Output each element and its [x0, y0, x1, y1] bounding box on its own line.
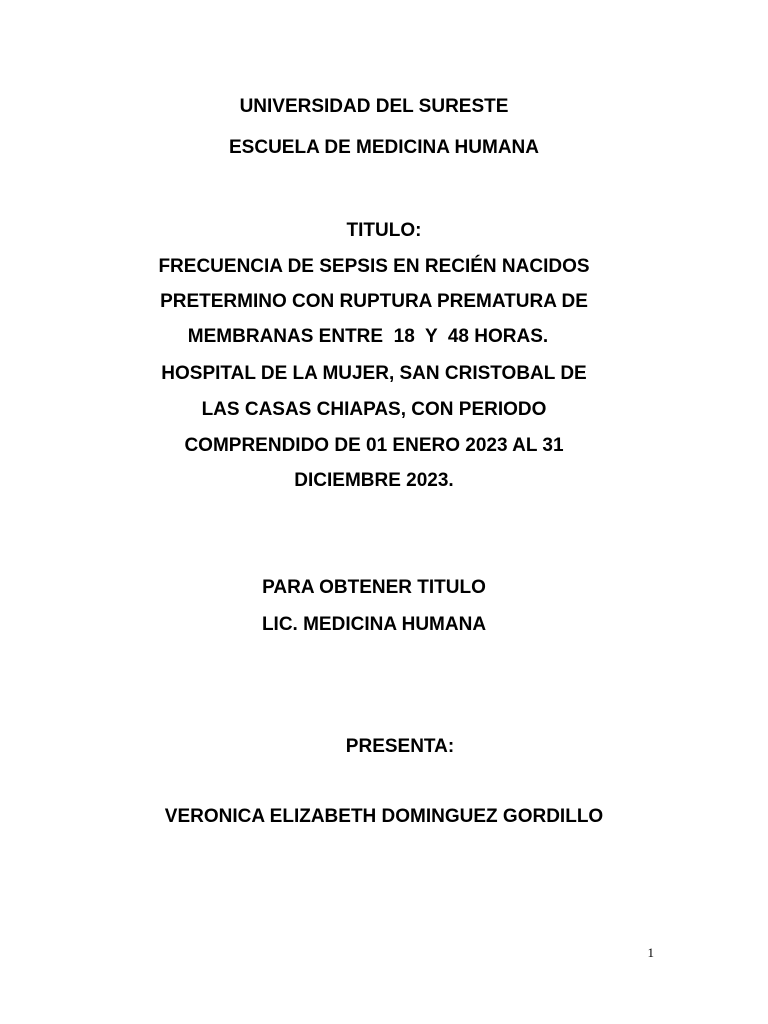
title-line-2: PRETERMINO CON RUPTURA PREMATURA DE: [160, 291, 588, 312]
degree-line-1: PARA OBTENER TITULO: [262, 577, 486, 598]
title-line-7: DICIEMBRE 2023.: [294, 470, 454, 491]
school-name: ESCUELA DE MEDICINA HUMANA: [229, 137, 539, 158]
title-line-4: HOSPITAL DE LA MUJER, SAN CRISTOBAL DE: [161, 363, 587, 384]
title-line-1: FRECUENCIA DE SEPSIS EN RECIÉN NACIDOS: [158, 256, 590, 277]
title-line-5: LAS CASAS CHIAPAS, CON PERIODO: [201, 399, 547, 420]
degree-line-2: LIC. MEDICINA HUMANA: [261, 614, 487, 635]
presenter-label: PRESENTA:: [345, 736, 455, 757]
title-line-6: COMPRENDIDO DE 01 ENERO 2023 AL 31: [184, 435, 564, 456]
university-name: UNIVERSIDAD DEL SURESTE: [239, 96, 509, 117]
title-line-3: MEMBRANAS ENTRE 18 Y 48 HORAS.: [187, 326, 549, 347]
presenter-name: VERONICA ELIZABETH DOMINGUEZ GORDILLO: [164, 806, 604, 827]
page-number: 1: [647, 945, 654, 960]
title-label: TITULO:: [346, 220, 422, 241]
